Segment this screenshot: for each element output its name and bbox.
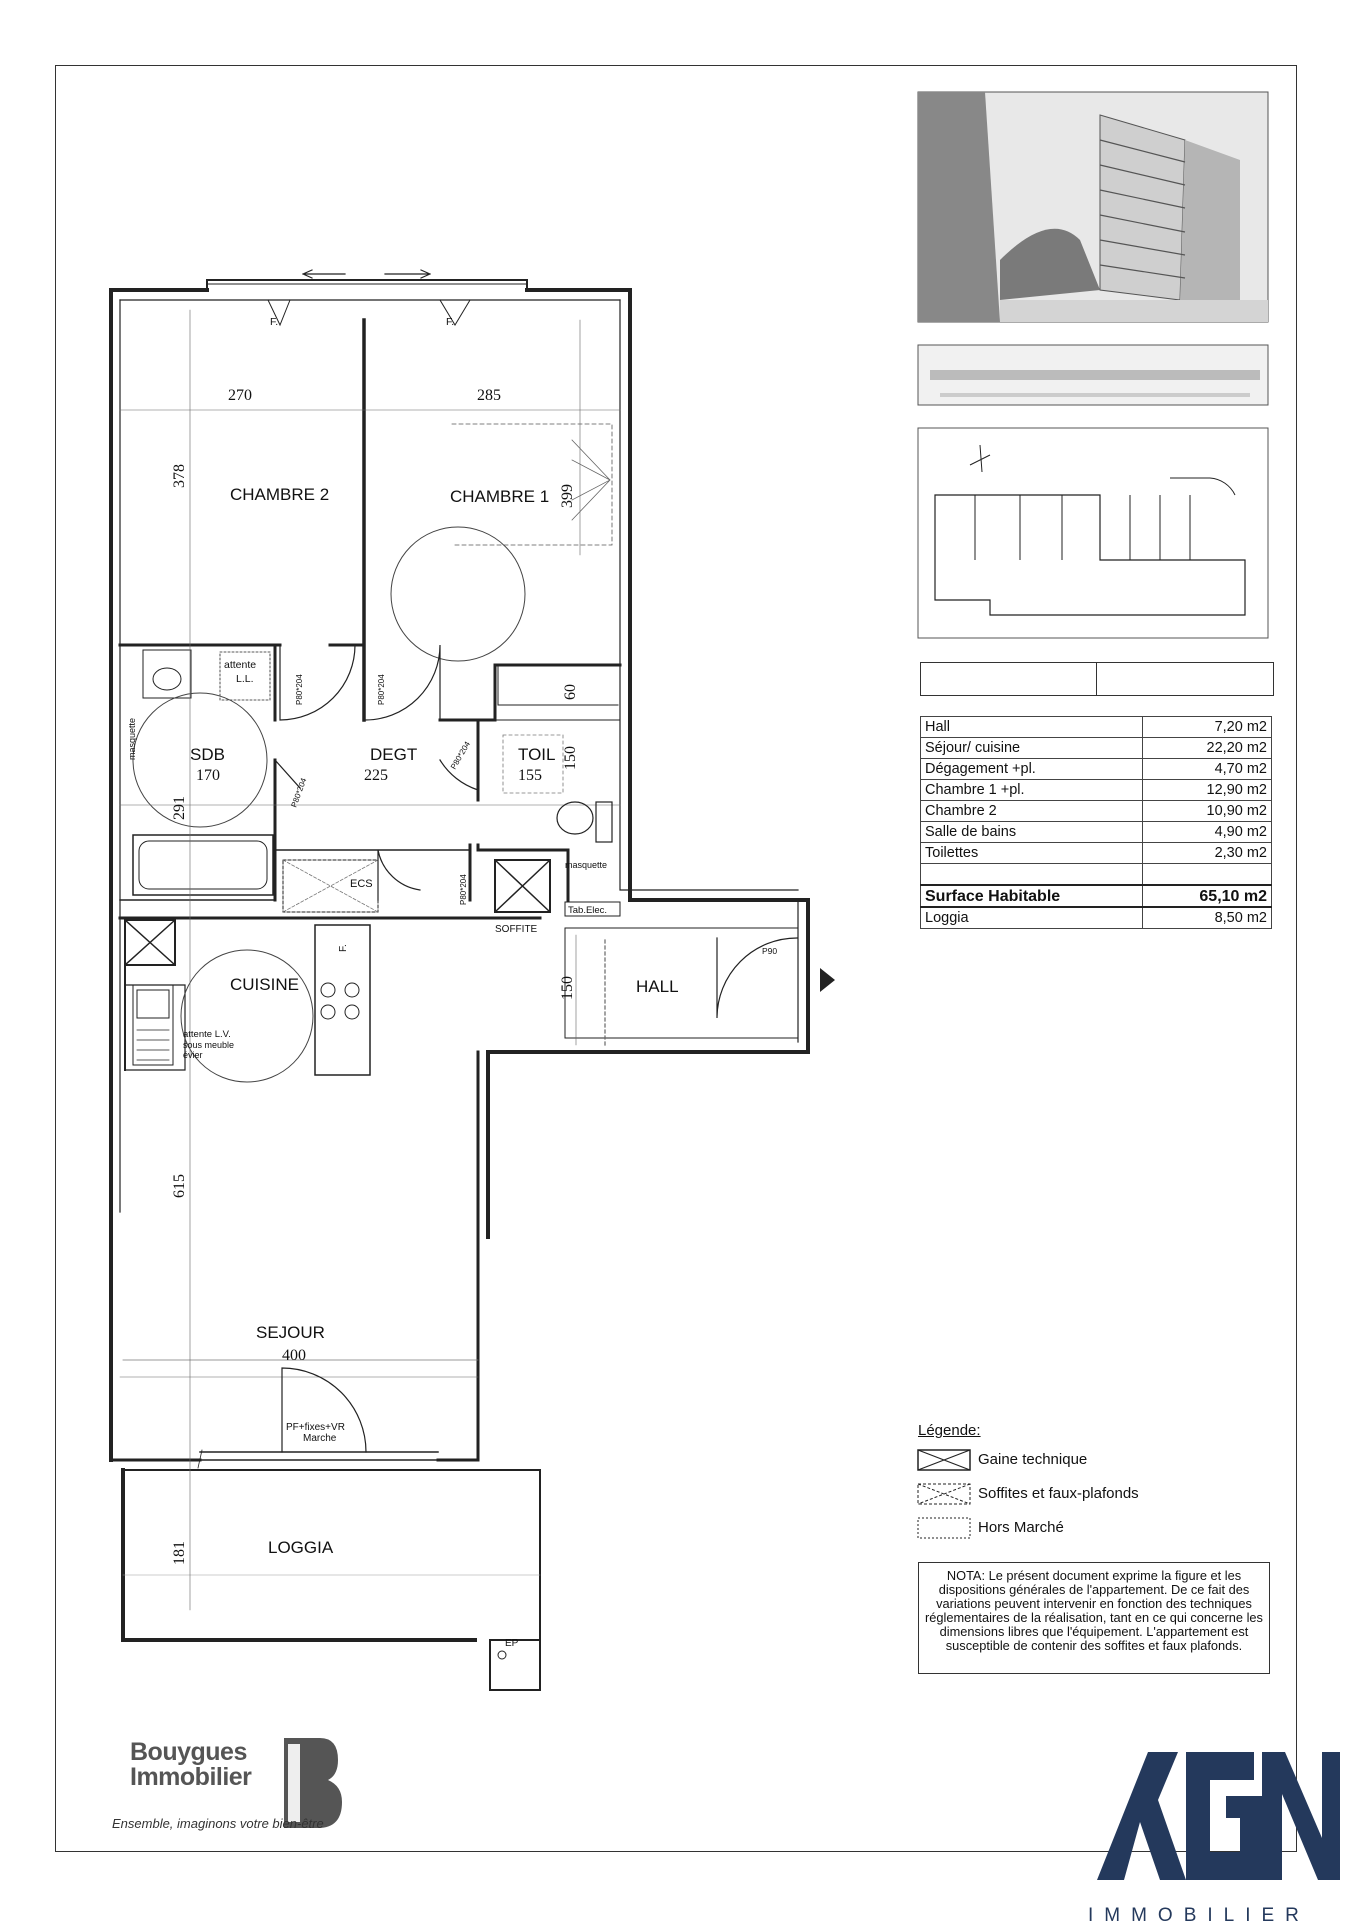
bouygues-line1: Bouygues <box>130 1738 247 1766</box>
tab-elec-label: Tab.Elec. <box>568 905 608 916</box>
loggia-area: 8,50 m2 <box>1143 907 1272 929</box>
room-chambre1-label: CHAMBRE 1 <box>450 487 550 506</box>
bouygues-logo <box>112 1738 324 1831</box>
building-photo <box>918 92 1268 322</box>
bouygues-line2: Immobilier <box>130 1763 252 1791</box>
bouygues-tagline: Ensemble, imaginons votre bien-être <box>112 1816 324 1831</box>
dim-sdb-height: 291 <box>171 796 188 820</box>
door-label-hall: P80*204 <box>459 874 468 905</box>
dim-placard-height: 60 <box>562 684 579 700</box>
fridge-label: F. <box>338 944 349 952</box>
soffite-label: SOFFITE <box>495 924 538 935</box>
surface-room: Toilettes <box>921 843 1143 864</box>
table-row <box>921 801 1272 822</box>
legend-item-hors-marche: Hors Marché <box>978 1519 1064 1536</box>
window-f-chambre1: F. <box>446 316 455 328</box>
masquette-left: masquette <box>127 717 137 760</box>
room-sdb-label: SDB <box>190 745 225 764</box>
room-cuisine-label: CUISINE <box>230 975 299 994</box>
surface-room: Salle de bains <box>921 822 1143 843</box>
dim-chambre1-width: 285 <box>477 387 501 404</box>
surface-area: 4,90 m2 <box>1143 822 1272 843</box>
attente-ll-line1: attente <box>224 659 257 671</box>
table-row <box>921 759 1272 780</box>
attente-ll-line2: L.L. <box>236 673 254 685</box>
surface-area: 2,30 m2 <box>1143 843 1272 864</box>
window-f-chambre2: F. <box>270 316 279 328</box>
surface-area: 12,90 m2 <box>1143 780 1272 801</box>
room-sejour-label: SEJOUR <box>256 1323 325 1342</box>
attente-lv-line3: évier <box>183 1050 203 1060</box>
dim-sdb-width: 170 <box>196 767 220 784</box>
surface-room: Chambre 2 <box>921 801 1143 822</box>
dim-degt-width: 225 <box>364 767 388 784</box>
ep-label: EP <box>505 1638 519 1649</box>
total-row <box>921 885 1272 907</box>
room-toil-label: TOIL <box>518 745 556 764</box>
table-row <box>921 843 1272 864</box>
loggia-label: Loggia <box>921 907 1143 929</box>
door-label-sdb: P80*204 <box>289 776 309 809</box>
door-label-sdb-top: P80*204 <box>295 674 304 705</box>
room-degt-label: DEGT <box>370 745 418 764</box>
legend-swatches <box>918 1450 970 1538</box>
dim-chambre1-height: 399 <box>559 484 576 508</box>
surface-room: Chambre 1 +pl. <box>921 780 1143 801</box>
loggia-row <box>921 907 1272 929</box>
masquette-right: masquette <box>565 860 608 870</box>
surface-area: 4,70 m2 <box>1143 759 1272 780</box>
dim-toil-width: 155 <box>518 767 542 784</box>
surface-area: 10,90 m2 <box>1143 801 1272 822</box>
dim-loggia-height: 181 <box>171 1541 188 1565</box>
pf-label-line2: Marche <box>303 1433 337 1444</box>
room-loggia-label: LOGGIA <box>268 1538 334 1557</box>
dim-chambre2-height: 378 <box>171 464 188 488</box>
table-row-empty <box>921 864 1272 886</box>
table-row <box>921 717 1272 738</box>
total-label: Surface Habitable <box>921 885 1143 907</box>
dim-sejour-width: 400 <box>282 1347 306 1364</box>
surface-room: Séjour/ cuisine <box>921 738 1143 759</box>
dim-sejour-height: 615 <box>171 1174 188 1198</box>
blurred-banner <box>918 345 1268 405</box>
pf-label-line1: PF+fixes+VR <box>286 1422 345 1433</box>
room-hall-label: HALL <box>636 977 679 996</box>
agn-subtitle: IMMOBILIER <box>1088 1905 1310 1926</box>
ecs-label: ECS <box>350 878 373 890</box>
dim-toil-height: 150 <box>562 746 579 770</box>
door-label-p90: P90 <box>762 946 778 956</box>
table-row <box>921 822 1272 843</box>
door-label-chambre1: P80*204 <box>377 674 386 705</box>
table-row <box>921 738 1272 759</box>
legend-item-soffites: Soffites et faux-plafonds <box>978 1485 1139 1502</box>
surface-area: 7,20 m2 <box>1143 717 1272 738</box>
agn-logo-icon <box>1097 1752 1340 1880</box>
dim-hall-height: 150 <box>559 976 576 1000</box>
surface-area: 22,20 m2 <box>1143 738 1272 759</box>
surfaces-table <box>920 716 1272 929</box>
surface-room: Dégagement +pl. <box>921 759 1143 780</box>
nota-box: NOTA: Le présent document exprime la figure et les dispositions générales de l'appartement. De ce fait des variations peuvent intervenir en fonction des techniques réglementaires de la réalisation, tant en ce qui concerne les dimensions libres que l'équipement. L'appartement est susceptible de contenir des soffites et faux plafonds. <box>918 1562 1270 1674</box>
attente-lv-line2: sous meuble <box>183 1040 235 1050</box>
room-chambre2-label: CHAMBRE 2 <box>230 485 330 504</box>
table-row <box>921 780 1272 801</box>
dim-chambre2-width: 270 <box>228 387 252 404</box>
legend-item-gaine: Gaine technique <box>978 1451 1088 1468</box>
site-plan <box>918 428 1268 638</box>
door-label-toil: P80*204 <box>448 739 473 771</box>
total-area: 65,10 m2 <box>1143 885 1272 907</box>
surfaces-header-box <box>920 662 1274 696</box>
surface-room: Hall <box>921 717 1143 738</box>
bouygues-b-icon <box>284 1738 342 1828</box>
legend-title: Légende: <box>918 1422 981 1439</box>
attente-lv-line1: attente L.V. <box>183 1029 231 1040</box>
